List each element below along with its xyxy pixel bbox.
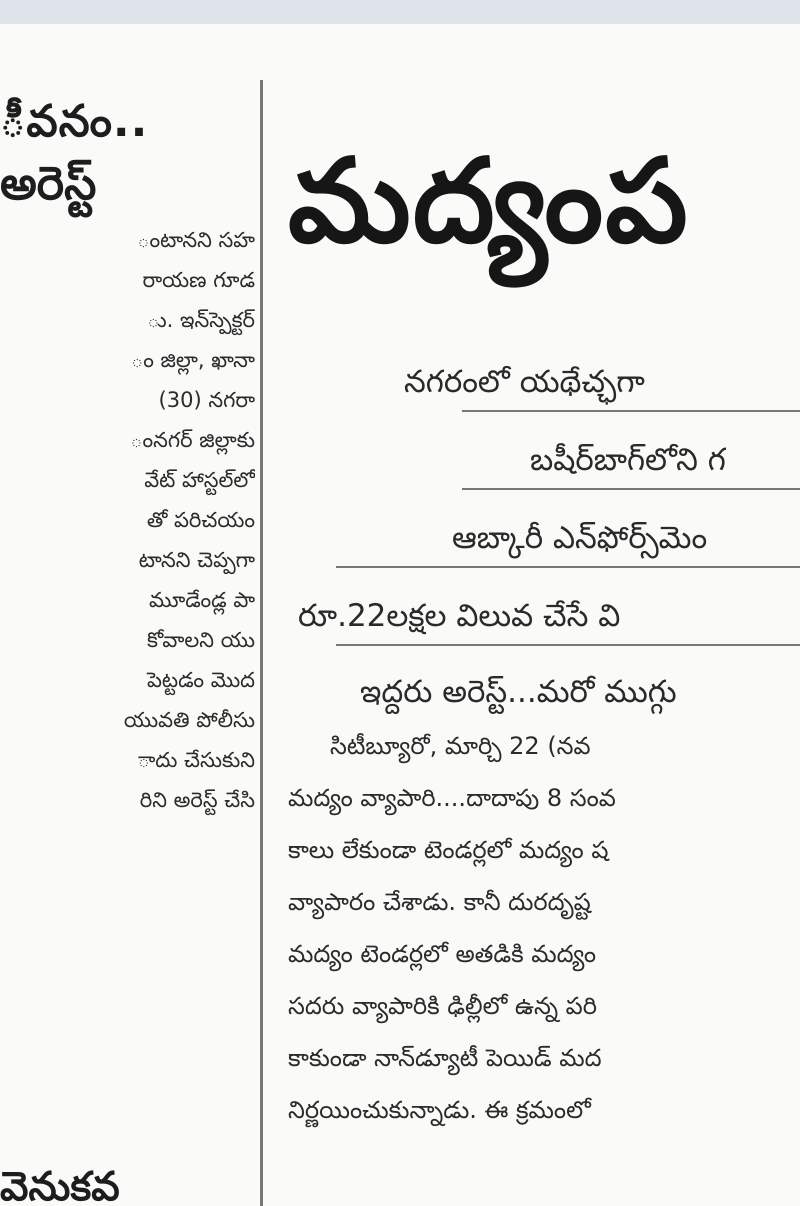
subhead-rule [336,644,800,646]
left-body-line: రాయణ గూడ [142,268,255,292]
main-body-line: సదరు వ్యాపారికి ఢిల్లీలో ఉన్న పరి [288,992,597,1020]
left-body-line: రిని అరెస్ట్ చేసి [139,788,255,812]
main-body-line: కాకుండా నాన్‌డ్యూటీ పెయిడ్ మద [288,1044,602,1072]
main-article [266,24,800,1206]
left-body-line: ు. ఇన్‌స్పెక్టర్ [147,308,255,332]
left-body-line: తో పరిచయం [146,508,255,532]
left-headline-line-2: అరెస్ట్ [0,156,97,210]
left-body-line: ంటానని సహ [137,228,255,252]
left-body-line: పెట్టడం మొద [147,668,255,692]
left-article [0,24,255,1206]
left-body-line: టానని చెప్పగా [138,548,255,572]
column-divider [260,80,263,1206]
subheadline-2: బషీర్‌బాగ్‌లోని గ [530,442,726,478]
left-body-line: మూడేండ్ల పా [149,588,255,612]
left-body-line: (30) నగరా [158,388,255,412]
subheadline-5: ఇద్దరు అరెస్ట్...మరో ముగ్గు [360,674,677,710]
left-body-line: వేట్ హాస్టల్‌లో [144,468,255,492]
subhead-rule [462,488,800,490]
newspaper-page [0,24,800,1206]
subheadline-3: ఆబ్కారీ ఎన్‌ఫోర్స్‌మెం [452,520,708,556]
left-body-line: కోవాలని యు [147,628,255,652]
main-body-line: కాలు లేకుండా టెండర్లలో మద్యం ష [288,836,609,864]
subheadline-4: రూ.22లక్షల విలువ చేసే వి [298,598,621,634]
main-body-line: నిర్ణయించుకున్నాడు. ఈ క్రమంలో [288,1096,591,1124]
main-body-line: మద్యం వ్యాపారి....దాదాపు 8 సంవ [288,784,616,812]
browser-top-strip [0,0,800,24]
subheadline-1: నగరంలో యథేచ్ఛగా [404,364,645,400]
main-body-line: సిటీబ్యూరో, మార్చి 22 (నవ [330,732,591,760]
left-body-line: ాదు చేసుకుని [137,748,255,772]
main-body-line: వ్యాపారం చేశాడు. కానీ దురదృష్ట [288,888,591,916]
main-body-line: మద్యం టెండర్లలో అతడికి మద్యం [288,940,597,968]
main-headline: మద్యంప [288,134,690,269]
left-body-line: ంనగర్ జిల్లాకు [130,428,255,452]
left-body-line: యువతి పోలీసు [123,708,255,732]
subhead-rule [336,566,800,568]
left-next-headline-fragment: వెనుకవ [0,1164,120,1206]
left-headline-line-1: ీవనం.. [0,96,149,147]
subhead-rule [462,410,800,412]
left-body-line: ం జిల్లా, ఖానా [131,348,255,372]
